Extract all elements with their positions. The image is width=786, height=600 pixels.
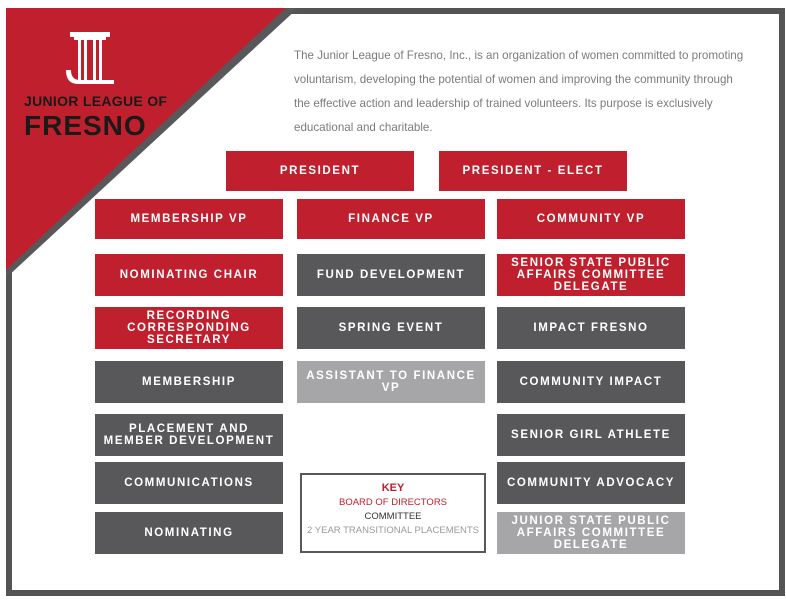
box-spring-event: SPRING EVENT [297,307,485,349]
box-nominating-chair: NOMINATING CHAIR [95,254,283,296]
box-nominating: NOMINATING [95,512,283,554]
box-membership: MEMBERSHIP [95,361,283,403]
box-president: PRESIDENT [226,151,414,191]
logo-text-line2: FRESNO [24,110,147,141]
legend-transitional: 2 YEAR TRANSITIONAL PLACEMENTS [307,525,479,536]
legend-key [300,473,486,553]
box-communications: COMMUNICATIONS [95,462,283,504]
box-senior-girl-athlete: SENIOR GIRL ATHLETE [497,414,685,456]
intro-paragraph: The Junior League of Fresno, Inc., is an organization of women committed to promoting voluntarism, developing the potential of women and improving the community through the effective action and leadership of trained volunteers. Its purpose is exclusively educational and charitable. [294,49,744,134]
box-senior-state-delegate: SENIOR STATE PUBLIC AFFAIRS COMMITTEE DELEGATE [497,254,685,296]
box-impact-fresno: IMPACT FRESNO [497,307,685,349]
logo-text-line1: JUNIOR LEAGUE OF [24,93,168,109]
box-finance-vp: FINANCE VP [297,199,485,239]
box-placement-member-development: PLACEMENT AND MEMBER DEVELOPMENT [95,414,283,456]
box-community-vp: COMMUNITY VP [497,199,685,239]
box-membership-vp: MEMBERSHIP VP [95,199,283,239]
box-president-elect: PRESIDENT - ELECT [439,151,627,191]
box-recording-secretary: RECORDING CORRESPONDING SECRETARY [95,307,283,349]
logo [20,30,160,88]
box-junior-state-delegate: JUNIOR STATE PUBLIC AFFAIRS COMMITTEE DELEGATE [497,512,685,554]
legend-board-of-directors: BOARD OF DIRECTORS [338,497,448,508]
box-fund-development: FUND DEVELOPMENT [297,254,485,296]
legend-committee: COMMITTEE [364,511,422,522]
box-community-advocacy: COMMUNITY ADVOCACY [497,462,685,504]
box-community-impact: COMMUNITY IMPACT [497,361,685,403]
junior-league-pillar-logo-icon [60,30,120,88]
box-assistant-finance-vp: ASSISTANT TO FINANCE VP [297,361,485,403]
legend-title: KEY [381,482,405,494]
